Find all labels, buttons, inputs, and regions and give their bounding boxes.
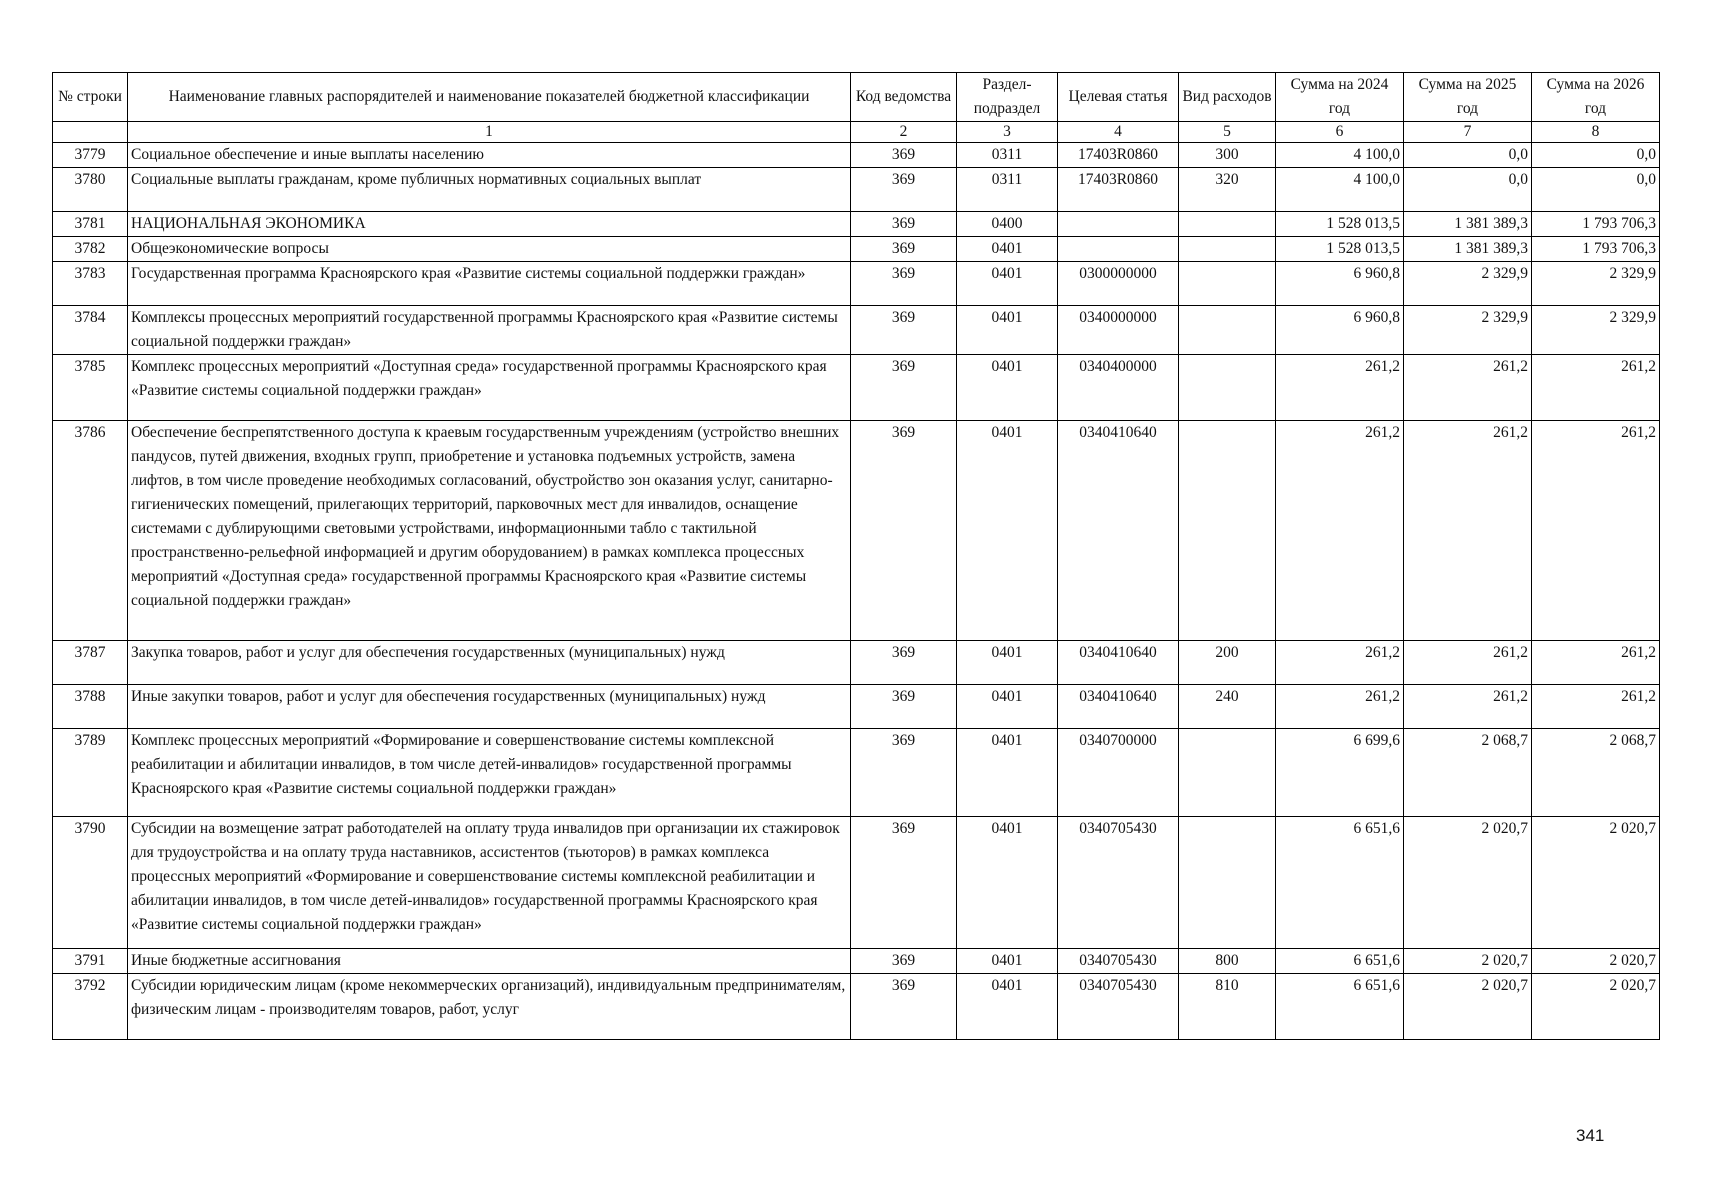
row-sum-2025: 261,2 [1404, 421, 1532, 641]
row-name: Социальное обеспечение и иные выплаты населению [128, 143, 851, 168]
row-name: Обеспечение беспрепятственного доступа к краевым государственным учреждениям (устройство внешних пандусов, путей движения, входных групп, приобретение и установка подъемных устройств, замена лифтов, в том числе проведение необходимых согласований, обустройство зон оказания услуг, санитарно-гигиенических помещений, прилегающих территорий, парковочных мест для инвалидов, оснащение системами с дублирующими световыми устройствами, информационными табло с тактильной пространственно-рельефной информацией и другим оборудованием) в рамках комплекса процессных мероприятий «Доступная среда» государственной программы Красноярского края «Развитие системы социальной поддержки граждан» [128, 421, 851, 641]
row-target-item: 17403R0860 [1058, 143, 1179, 168]
row-target-item: 0340705430 [1058, 817, 1179, 949]
header-expense-type: Вид расходов [1179, 73, 1276, 122]
page-number: 341 [1576, 1126, 1605, 1145]
row-sum-2025: 261,2 [1404, 685, 1532, 729]
row-department-code: 369 [851, 168, 957, 212]
row-section: 0311 [957, 168, 1058, 212]
table-row [53, 421, 1660, 641]
row-target-item: 0300000000 [1058, 262, 1179, 306]
row-name: Общеэкономические вопросы [128, 237, 851, 262]
table-row [53, 974, 1660, 1040]
row-number: 3788 [53, 685, 128, 729]
row-section: 0401 [957, 355, 1058, 421]
row-number: 3779 [53, 143, 128, 168]
row-expense-type: 810 [1179, 974, 1276, 1040]
row-department-code: 369 [851, 262, 957, 306]
row-sum-2025: 2 020,7 [1404, 974, 1532, 1040]
row-number: 3784 [53, 306, 128, 355]
row-sum-2024: 6 651,6 [1276, 817, 1404, 949]
row-department-code: 369 [851, 685, 957, 729]
row-name: Комплекс процессных мероприятий «Формирование и совершенствование системы комплексной реабилитации и абилитации инвалидов, в том числе детей-инвалидов» государственной программы Красноярского края «Развитие системы социальной поддержки граждан» [128, 729, 851, 817]
row-target-item: 17403R0860 [1058, 168, 1179, 212]
row-department-code: 369 [851, 949, 957, 974]
row-sum-2026: 261,2 [1532, 421, 1660, 641]
row-sum-2026: 261,2 [1532, 685, 1660, 729]
row-sum-2024: 4 100,0 [1276, 168, 1404, 212]
row-number: 3780 [53, 168, 128, 212]
row-sum-2024: 1 528 013,5 [1276, 237, 1404, 262]
row-name: Закупка товаров, работ и услуг для обеспечения государственных (муниципальных) нужд [128, 641, 851, 685]
row-sum-2026: 2 020,7 [1532, 949, 1660, 974]
row-section: 0401 [957, 729, 1058, 817]
row-department-code: 369 [851, 421, 957, 641]
row-section: 0401 [957, 262, 1058, 306]
row-target-item: 0340410640 [1058, 421, 1179, 641]
row-sum-2025: 1 381 389,3 [1404, 212, 1532, 237]
table-row [53, 306, 1660, 355]
row-expense-type [1179, 729, 1276, 817]
row-section: 0401 [957, 817, 1058, 949]
row-number: 3786 [53, 421, 128, 641]
row-target-item: 0340400000 [1058, 355, 1179, 421]
row-number: 3787 [53, 641, 128, 685]
row-number: 3792 [53, 974, 128, 1040]
row-expense-type: 320 [1179, 168, 1276, 212]
row-sum-2024: 6 651,6 [1276, 974, 1404, 1040]
row-sum-2024: 6 651,6 [1276, 949, 1404, 974]
row-name: Субсидии юридическим лицам (кроме некоммерческих организаций), индивидуальным предпринимателям, физическим лицам - производителям товаров, работ, услуг [128, 974, 851, 1040]
header-name: Наименование главных распорядителей и наименование показателей бюджетной классификации [128, 73, 851, 122]
row-sum-2026: 0,0 [1532, 143, 1660, 168]
table-row [53, 685, 1660, 729]
row-sum-2025: 2 329,9 [1404, 262, 1532, 306]
row-department-code: 369 [851, 212, 957, 237]
row-sum-2026: 2 020,7 [1532, 974, 1660, 1040]
table-header-row [53, 73, 1660, 122]
row-sum-2026: 261,2 [1532, 355, 1660, 421]
row-number: 3789 [53, 729, 128, 817]
row-sum-2024: 261,2 [1276, 641, 1404, 685]
column-number: 5 [1179, 122, 1276, 143]
column-number: 2 [851, 122, 957, 143]
budget-table-sheet [52, 72, 1659, 1040]
row-sum-2024: 6 960,8 [1276, 262, 1404, 306]
row-section: 0400 [957, 212, 1058, 237]
row-number: 3791 [53, 949, 128, 974]
table-row [53, 729, 1660, 817]
column-number: 4 [1058, 122, 1179, 143]
row-name: Иные закупки товаров, работ и услуг для обеспечения государственных (муниципальных) нужд [128, 685, 851, 729]
row-target-item: 0340705430 [1058, 949, 1179, 974]
row-target-item: 0340410640 [1058, 685, 1179, 729]
row-sum-2024: 6 699,6 [1276, 729, 1404, 817]
row-section: 0401 [957, 641, 1058, 685]
row-sum-2025: 2 329,9 [1404, 306, 1532, 355]
header-row-number: № строки [53, 73, 128, 122]
row-department-code: 369 [851, 237, 957, 262]
table-row [53, 237, 1660, 262]
row-department-code: 369 [851, 729, 957, 817]
row-sum-2025: 2 068,7 [1404, 729, 1532, 817]
row-expense-type: 800 [1179, 949, 1276, 974]
row-number: 3785 [53, 355, 128, 421]
row-expense-type [1179, 421, 1276, 641]
header-section: Раздел-подраздел [957, 73, 1058, 122]
row-sum-2024: 261,2 [1276, 685, 1404, 729]
table-row [53, 262, 1660, 306]
column-number: 7 [1404, 122, 1532, 143]
row-department-code: 369 [851, 143, 957, 168]
column-number: 1 [128, 122, 851, 143]
row-department-code: 369 [851, 355, 957, 421]
row-target-item: 0340000000 [1058, 306, 1179, 355]
row-expense-type: 240 [1179, 685, 1276, 729]
row-name: Государственная программа Красноярского края «Развитие системы социальной поддержки граждан» [128, 262, 851, 306]
table-row [53, 212, 1660, 237]
row-sum-2025: 2 020,7 [1404, 817, 1532, 949]
row-expense-type: 200 [1179, 641, 1276, 685]
row-expense-type [1179, 306, 1276, 355]
row-expense-type [1179, 212, 1276, 237]
row-sum-2026: 2 329,9 [1532, 306, 1660, 355]
row-sum-2024: 4 100,0 [1276, 143, 1404, 168]
table-body [53, 143, 1660, 1040]
row-target-item: 0340705430 [1058, 974, 1179, 1040]
row-sum-2025: 0,0 [1404, 168, 1532, 212]
row-sum-2026: 1 793 706,3 [1532, 212, 1660, 237]
table-row [53, 949, 1660, 974]
row-sum-2025: 261,2 [1404, 641, 1532, 685]
row-section: 0401 [957, 949, 1058, 974]
row-sum-2024: 261,2 [1276, 355, 1404, 421]
row-section: 0401 [957, 685, 1058, 729]
row-sum-2026: 1 793 706,3 [1532, 237, 1660, 262]
column-number: 3 [957, 122, 1058, 143]
row-department-code: 369 [851, 306, 957, 355]
header-sum-2024: Сумма на 2024 год [1276, 73, 1404, 122]
row-target-item [1058, 237, 1179, 262]
row-section: 0401 [957, 306, 1058, 355]
row-sum-2026: 2 329,9 [1532, 262, 1660, 306]
row-number: 3783 [53, 262, 128, 306]
row-sum-2026: 2 020,7 [1532, 817, 1660, 949]
row-target-item: 0340700000 [1058, 729, 1179, 817]
row-name: Иные бюджетные ассигнования [128, 949, 851, 974]
row-section: 0401 [957, 974, 1058, 1040]
row-expense-type [1179, 817, 1276, 949]
table-row [53, 168, 1660, 212]
row-sum-2026: 2 068,7 [1532, 729, 1660, 817]
table-row [53, 355, 1660, 421]
table-row [53, 143, 1660, 168]
row-section: 0401 [957, 237, 1058, 262]
column-number: 8 [1532, 122, 1660, 143]
table-row [53, 817, 1660, 949]
row-sum-2024: 1 528 013,5 [1276, 212, 1404, 237]
row-expense-type [1179, 355, 1276, 421]
row-target-item [1058, 212, 1179, 237]
row-sum-2025: 1 381 389,3 [1404, 237, 1532, 262]
row-name: Субсидии на возмещение затрат работодателей на оплату труда инвалидов при организации их стажировок для трудоустройства и на оплату труда наставников, ассистентов (тьюторов) в рамках комплекса процессных мероприятий «Формирование и совершенствование системы комплексной реабилитации и абилитации инвалидов, в том числе детей-инвалидов» государственной программы Красноярского края «Развитие системы социальной поддержки граждан» [128, 817, 851, 949]
row-name: Социальные выплаты гражданам, кроме публичных нормативных социальных выплат [128, 168, 851, 212]
row-target-item: 0340410640 [1058, 641, 1179, 685]
column-number: 6 [1276, 122, 1404, 143]
header-target-item: Целевая статья [1058, 73, 1179, 122]
row-name: Комплекс процессных мероприятий «Доступная среда» государственной программы Красноярского края «Развитие системы социальной поддержки граждан» [128, 355, 851, 421]
row-section: 0311 [957, 143, 1058, 168]
row-expense-type [1179, 237, 1276, 262]
column-number-row [53, 122, 1660, 143]
row-sum-2025: 261,2 [1404, 355, 1532, 421]
table-row [53, 641, 1660, 685]
header-sum-2026: Сумма на 2026 год [1532, 73, 1660, 122]
row-sum-2025: 2 020,7 [1404, 949, 1532, 974]
row-sum-2024: 261,2 [1276, 421, 1404, 641]
row-expense-type [1179, 262, 1276, 306]
row-sum-2026: 261,2 [1532, 641, 1660, 685]
row-number: 3781 [53, 212, 128, 237]
row-section: 0401 [957, 421, 1058, 641]
row-expense-type: 300 [1179, 143, 1276, 168]
row-sum-2025: 0,0 [1404, 143, 1532, 168]
header-department-code: Код ведомства [851, 73, 957, 122]
header-sum-2025: Сумма на 2025 год [1404, 73, 1532, 122]
row-name: Комплексы процессных мероприятий государственной программы Красноярского края «Развитие системы социальной поддержки граждан» [128, 306, 851, 355]
row-sum-2026: 0,0 [1532, 168, 1660, 212]
row-name: НАЦИОНАЛЬНАЯ ЭКОНОМИКА [128, 212, 851, 237]
row-department-code: 369 [851, 817, 957, 949]
row-number: 3790 [53, 817, 128, 949]
row-department-code: 369 [851, 641, 957, 685]
row-department-code: 369 [851, 974, 957, 1040]
row-sum-2024: 6 960,8 [1276, 306, 1404, 355]
budget-table [52, 72, 1660, 1040]
column-number [53, 122, 128, 143]
row-number: 3782 [53, 237, 128, 262]
